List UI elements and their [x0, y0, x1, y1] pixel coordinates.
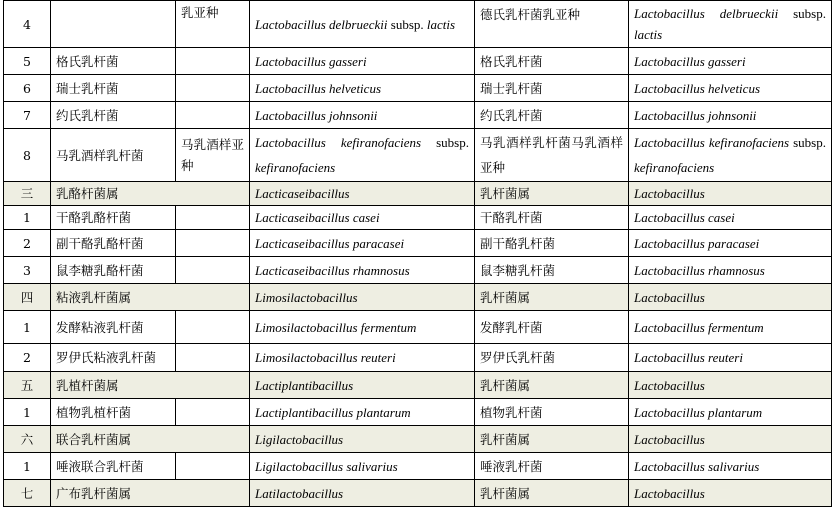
chinese-name: 鼠李糖乳酪杆菌	[51, 257, 176, 284]
table-row	[4, 453, 832, 480]
latin-name-old: Lactobacillus reuteri	[629, 344, 832, 372]
latin-name: Lacticaseibacillus paracasei	[250, 230, 475, 257]
chinese-name: 干酪乳酪杆菌	[51, 206, 176, 230]
chinese-name: 马乳酒样乳杆菌	[51, 129, 176, 182]
chinese-name-old: 鼠李糖乳杆菌	[475, 257, 629, 284]
genus-chinese-name-old: 乳杆菌属	[475, 182, 629, 206]
subspecies-name	[176, 48, 250, 75]
genus-row	[4, 182, 832, 206]
genus-chinese-name: 乳植杆菌属	[51, 372, 250, 399]
row-number: 1	[4, 399, 51, 426]
row-number: 5	[4, 48, 51, 75]
subspecies-name: 乳亚种	[176, 1, 250, 48]
chinese-name-old: 约氏乳杆菌	[475, 102, 629, 129]
genus-row	[4, 372, 832, 399]
row-number: 4	[4, 1, 51, 48]
latin-name: Lactiplantibacillus plantarum	[250, 399, 475, 426]
genus-latin-name-old: Lactobacillus	[629, 284, 832, 311]
table-row	[4, 102, 832, 129]
genus-chinese-name-old: 乳杆菌属	[475, 480, 629, 507]
latin-name-old: Lactobacillus casei	[629, 206, 832, 230]
chinese-name-old: 发酵乳杆菌	[475, 311, 629, 344]
row-number: 1	[4, 206, 51, 230]
row-number: 2	[4, 344, 51, 372]
table-row	[4, 1, 832, 48]
subspecies-name	[176, 75, 250, 102]
genus-chinese-name: 联合乳杆菌属	[51, 426, 250, 453]
latin-name: Limosilactobacillus reuteri	[250, 344, 475, 372]
chinese-name: 副干酪乳酪杆菌	[51, 230, 176, 257]
genus-number: 五	[4, 372, 51, 399]
chinese-name: 植物乳植杆菌	[51, 399, 176, 426]
latin-name: Lacticaseibacillus rhamnosus	[250, 257, 475, 284]
chinese-name-old: 副干酪乳杆菌	[475, 230, 629, 257]
latin-name: Lacticaseibacillus casei	[250, 206, 475, 230]
chinese-name-old: 干酪乳杆菌	[475, 206, 629, 230]
latin-name-old: Lactobacillus gasseri	[629, 48, 832, 75]
latin-name-old: Lactobacillus kefiranofaciens subsp. kefiranofaciens	[629, 129, 832, 182]
genus-chinese-name: 粘液乳杆菌属	[51, 284, 250, 311]
genus-latin-name-old: Lactobacillus	[629, 480, 832, 507]
genus-chinese-name-old: 乳杆菌属	[475, 284, 629, 311]
table-row	[4, 206, 832, 230]
genus-latin-name: Lactiplantibacillus	[250, 372, 475, 399]
chinese-name: 唾液联合乳杆菌	[51, 453, 176, 480]
table-row	[4, 344, 832, 372]
latin-name-old: Lactobacillus plantarum	[629, 399, 832, 426]
latin-name: Ligilactobacillus salivarius	[250, 453, 475, 480]
table-row	[4, 129, 832, 182]
genus-row	[4, 426, 832, 453]
chinese-name: 瑞士乳杆菌	[51, 75, 176, 102]
table-row	[4, 311, 832, 344]
chinese-name-old: 唾液乳杆菌	[475, 453, 629, 480]
genus-latin-name: Ligilactobacillus	[250, 426, 475, 453]
subspecies-name: 马乳酒样亚种	[176, 129, 250, 182]
genus-latin-name-old: Lactobacillus	[629, 372, 832, 399]
chinese-name-old: 格氏乳杆菌	[475, 48, 629, 75]
chinese-name	[51, 1, 176, 48]
genus-chinese-name: 乳酪杆菌属	[51, 182, 250, 206]
latin-name-old: Lactobacillus rhamnosus	[629, 257, 832, 284]
chinese-name: 约氏乳杆菌	[51, 102, 176, 129]
subspecies-name	[176, 257, 250, 284]
chinese-name-old: 瑞士乳杆菌	[475, 75, 629, 102]
genus-chinese-name: 广布乳杆菌属	[51, 480, 250, 507]
genus-latin-name-old: Lactobacillus	[629, 426, 832, 453]
chinese-name: 发酵粘液乳杆菌	[51, 311, 176, 344]
genus-number: 四	[4, 284, 51, 311]
row-number: 3	[4, 257, 51, 284]
chinese-name-old: 罗伊氏乳杆菌	[475, 344, 629, 372]
subspecies-name	[176, 453, 250, 480]
genus-chinese-name-old: 乳杆菌属	[475, 426, 629, 453]
chinese-name: 格氏乳杆菌	[51, 48, 176, 75]
latin-name: Lactobacillus kefiranofaciens subsp. kefiranofaciens	[250, 129, 475, 182]
subspecies-name	[176, 399, 250, 426]
subspecies-name	[176, 344, 250, 372]
latin-name: Limosilactobacillus fermentum	[250, 311, 475, 344]
subspecies-name	[176, 102, 250, 129]
row-number: 6	[4, 75, 51, 102]
table-row	[4, 75, 832, 102]
chinese-name-old: 德氏乳杆菌乳亚种	[475, 1, 629, 48]
genus-latin-name: Limosilactobacillus	[250, 284, 475, 311]
latin-name-old: Lactobacillus delbrueckii subsp. lactis	[629, 1, 832, 48]
latin-name-old: Lactobacillus helveticus	[629, 75, 832, 102]
genus-latin-name: Lacticaseibacillus	[250, 182, 475, 206]
latin-name: Lactobacillus helveticus	[250, 75, 475, 102]
table-row	[4, 399, 832, 426]
genus-row	[4, 480, 832, 507]
subspecies-name	[176, 311, 250, 344]
latin-name-old: Lactobacillus salivarius	[629, 453, 832, 480]
row-number: 1	[4, 453, 51, 480]
genus-number: 七	[4, 480, 51, 507]
genus-number: 三	[4, 182, 51, 206]
chinese-name-old: 马乳酒样乳杆菌马乳酒样亚种	[475, 129, 629, 182]
subspecies-name	[176, 230, 250, 257]
genus-number: 六	[4, 426, 51, 453]
latin-name-old: Lactobacillus fermentum	[629, 311, 832, 344]
table-row	[4, 257, 832, 284]
genus-latin-name: Latilactobacillus	[250, 480, 475, 507]
strain-table	[3, 0, 832, 507]
chinese-name-old: 植物乳杆菌	[475, 399, 629, 426]
latin-name: Lactobacillus johnsonii	[250, 102, 475, 129]
genus-chinese-name-old: 乳杆菌属	[475, 372, 629, 399]
row-number: 1	[4, 311, 51, 344]
genus-latin-name-old: Lactobacillus	[629, 182, 832, 206]
subspecies-name	[176, 206, 250, 230]
latin-name: Lactobacillus gasseri	[250, 48, 475, 75]
row-number: 8	[4, 129, 51, 182]
genus-row	[4, 284, 832, 311]
row-number: 2	[4, 230, 51, 257]
table-row	[4, 48, 832, 75]
latin-name-old: Lactobacillus paracasei	[629, 230, 832, 257]
latin-name: Lactobacillus delbrueckii subsp. lactis	[250, 1, 475, 48]
latin-name-old: Lactobacillus johnsonii	[629, 102, 832, 129]
table-row	[4, 230, 832, 257]
chinese-name: 罗伊氏粘液乳杆菌	[51, 344, 176, 372]
row-number: 7	[4, 102, 51, 129]
